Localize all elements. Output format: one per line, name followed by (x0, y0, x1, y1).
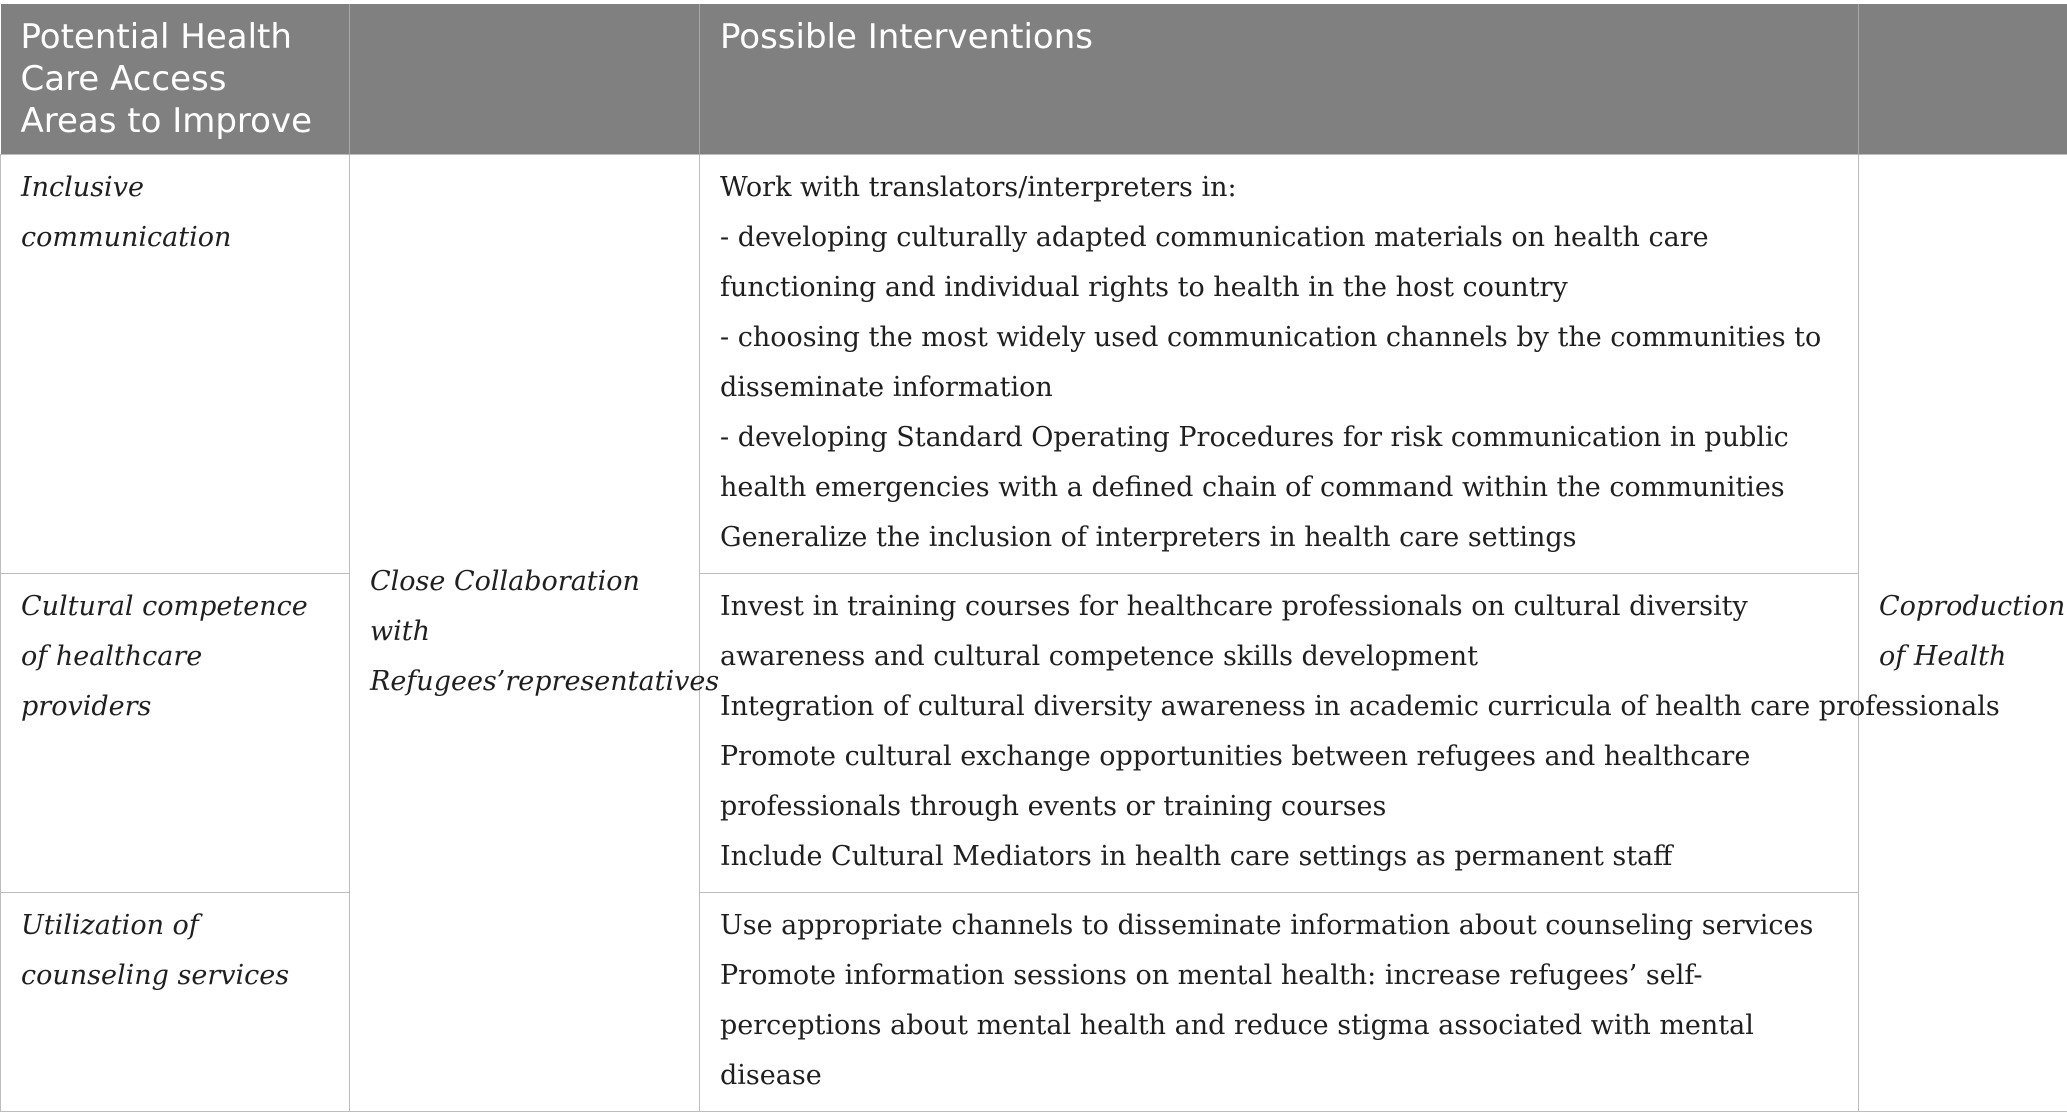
intervention-item: Work with translators/interpreters in: (720, 163, 1838, 213)
table-row (1, 574, 2067, 893)
header-row (1, 4, 2067, 155)
interventions-cell (700, 155, 1859, 574)
header-approach (350, 4, 700, 155)
interventions-table (0, 4, 2067, 1112)
intervention-item: - developing Standard Operating Procedures for risk communication in public health emergencies with a defined chain of command within the communities (720, 413, 1838, 513)
interventions-cell (700, 893, 1859, 1112)
intervention-item: Promote cultural exchange opportunities between refugees and healthcare professionals through events or training courses (720, 732, 1838, 832)
header-areas: Potential Health Care Access Areas to Improve (1, 4, 350, 155)
intervention-item: Generalize the inclusion of interpreters in health care settings (720, 513, 1838, 563)
table-row (1, 893, 2067, 1112)
intervention-item: - choosing the most widely used communication channels by the communities to disseminate information (720, 313, 1838, 413)
table-body (1, 155, 2067, 1112)
table-row (1, 155, 2067, 574)
area-cell: Cultural competence of healthcare providers (1, 574, 350, 893)
interventions-cell (700, 574, 1859, 893)
intervention-item: Use appropriate channels to disseminate information about counseling services (720, 901, 1838, 951)
outcome-cell: Coproduction of Health (1859, 155, 2067, 1112)
area-cell: Utilization of counseling services (1, 893, 350, 1112)
header-interventions: Possible Interventions (700, 4, 1859, 155)
area-cell: Inclusive communication (1, 155, 350, 574)
table-header (1, 4, 2067, 155)
intervention-item: Invest in training courses for healthcare professionals on cultural diversity awareness and cultural competence skills development (720, 582, 1838, 682)
header-outcome (1859, 4, 2067, 155)
intervention-item: Promote information sessions on mental health: increase refugees’ self-perceptions about mental health and reduce stigma associated with mental disease (720, 951, 1838, 1101)
intervention-item: - developing culturally adapted communication materials on health care functioning and individual rights to health in the host country (720, 213, 1838, 313)
intervention-item: Integration of cultural diversity awareness in academic curricula of health care professionals (720, 682, 1838, 732)
approach-cell: Close Collaboration with Refugees’representatives (350, 155, 700, 1112)
intervention-item: Include Cultural Mediators in health care settings as permanent staff (720, 832, 1838, 882)
